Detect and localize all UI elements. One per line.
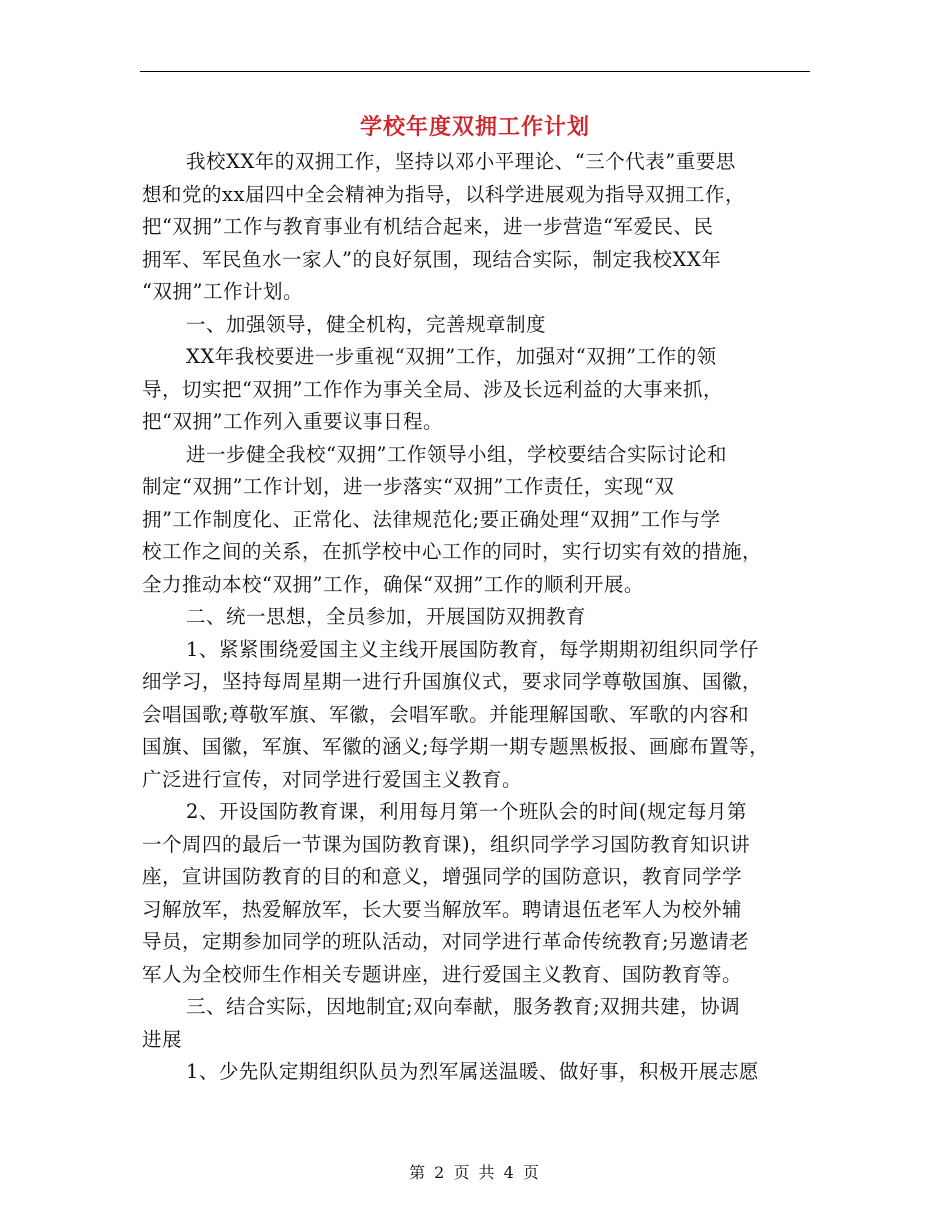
section-heading: 一、加强领导，健全机构，完善规章制度 [186,312,547,336]
body-line: 1、少先队定期组织队员为烈军属送温暖、做好事，积极开展志愿 [186,1060,759,1083]
body-line: 广泛进行宣传，对同学进行爱国主义教育。 [142,767,523,791]
section-heading-continued: 进展 [142,1027,183,1051]
body-line: 国旗、国徽，军旗、军徽的涵义;每学期一期专题黑板报、画廊布置等， [142,735,770,758]
body-line: 拥”工作制度化、正常化、法律规范化;要正确处理“双拥”工作与学 [142,507,721,531]
body-line: 进一步健全我校“双拥”工作领导小组，学校要结合实际讨论和 [186,442,727,466]
body-line: 1、紧紧围绕爱国主义主线开展国防教育，每学期期初组织同学仔 [186,637,759,661]
body-line: 校工作之间的关系，在抓学校中心工作的同时，实行切实有效的措施， [142,540,763,563]
body-line: 细学习，坚持每周星期一进行升国旗仪式，要求同学尊敬国旗、国徽， [142,670,763,693]
body-line: 导，切实把“双拥”工作作为事关全局、涉及长远利益的大事来抓， [142,377,723,401]
body-line: 一个周四的最后一节课为国防教育课)，组织同学学习国防教育知识讲 [142,832,751,856]
section-heading: 二、统一思想，全员参加，开展国防双拥教育 [186,605,587,628]
body-line: 2、开设国防教育课，利用每月第一个班队会的时间(规定每月第 [186,800,748,823]
body-line: 军人为全校师生作相关专题讲座，进行爱国主义教育、国防教育等。 [142,962,743,986]
header-rule [140,71,810,72]
body-line: 会唱国歌;尊敬军旗、军徽，会唱军歌。并能理解国歌、军歌的内容和 [142,702,750,726]
body-line: 习解放军，热爱解放军，长大要当解放军。聘请退伍老军人为校外辅 [142,897,743,921]
body-line: 我校XX年的双拥工作，坚持以邓小平理论、“三个代表”重要思 [186,150,736,173]
section-heading: 三、结合实际，因地制宜;双向奉献，服务教育;双拥共建，协调 [186,995,741,1018]
body-line: XX年我校要进一步重视“双拥”工作，加强对“双拥”工作的领 [186,345,717,368]
body-line: 把“双拥”工作列入重要议事日程。 [142,410,443,433]
document-title: 学校年度双拥工作计划 [359,115,590,140]
body-line: 导员，定期参加同学的班队活动，对同学进行革命传统教育;另邀请老 [142,930,750,953]
body-line: 座，宣讲国防教育的目的和意义，增强同学的国防意识，教育同学学 [142,865,743,888]
page-indicator: 第 2 页 共 4 页 [409,1163,541,1182]
body-line: 全力推动本校“双拥”工作，确保“双拥”工作的顺利开展。 [142,572,644,596]
body-line: 制定“双拥”工作计划，进一步落实“双拥”工作责任，实现“双 [142,475,675,498]
body-line: “双拥”工作计划。 [142,280,303,303]
body-line: 拥军、军民鱼水一家人”的良好氛围，现结合实际，制定我校XX年 [142,247,722,271]
body-line: 想和党的xx届四中全会精神为指导，以科学进展观为指导双拥工作， [142,182,745,206]
body-line: 把“双拥”工作与教育事业有机结合起来，进一步营造“军爱民、民 [142,215,714,238]
